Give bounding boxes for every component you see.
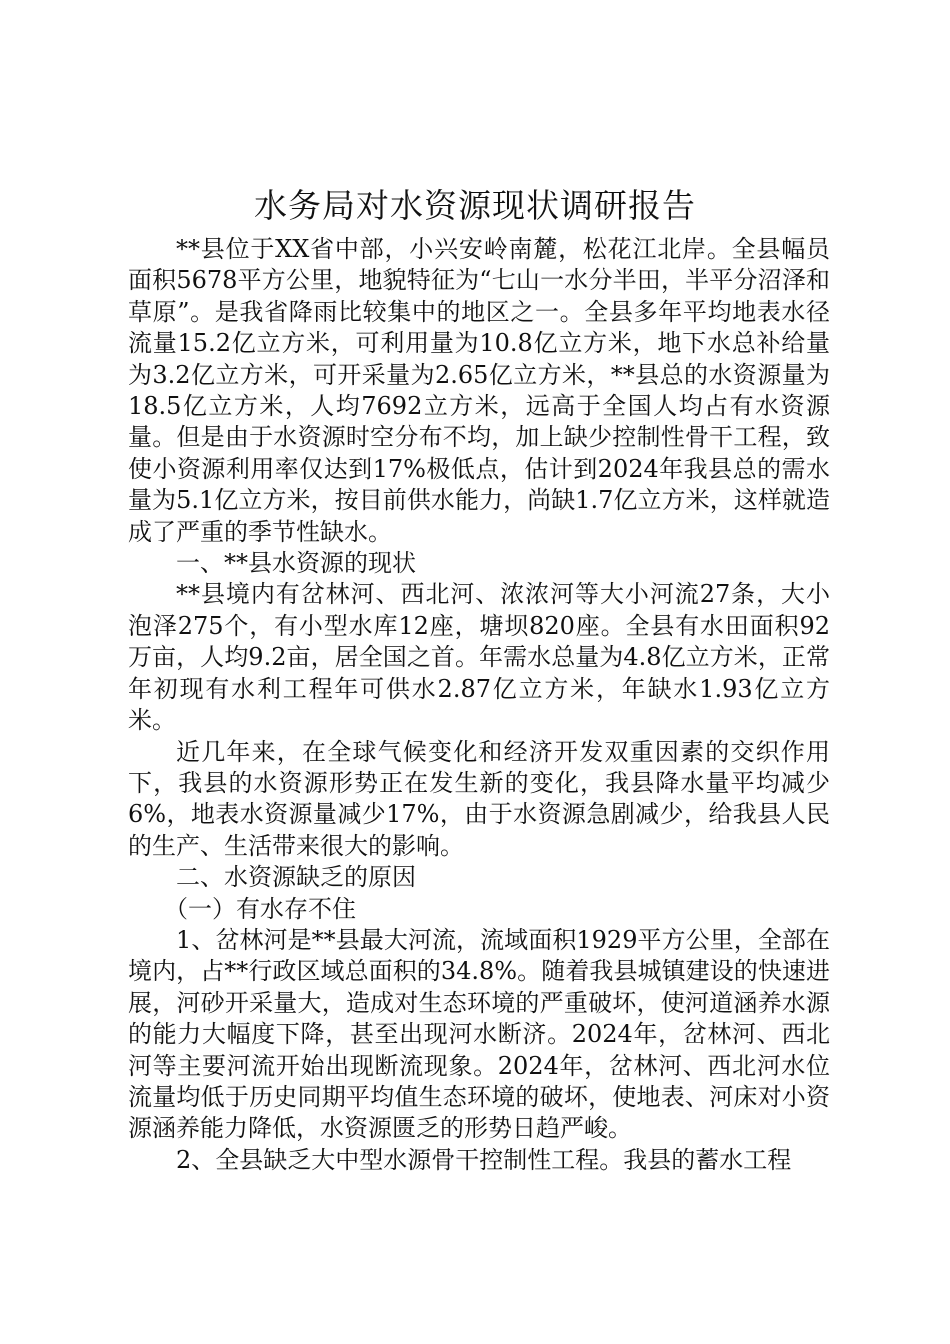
climate-paragraph: 近几年来，在全球气候变化和经济开发双重因素的交织作用下，我县的水资源形势正在发生新的变化，我县降水量平均减少6%，地表水资源量减少17%，由于水资源急剧减少，给我县人民的生产、生活带来很大的影响。 (128, 737, 830, 860)
section-heading-causes: 二、水资源缺乏的原因 (176, 863, 416, 892)
subsection-heading-storage: （一）有水存不住 (164, 894, 356, 923)
intro-paragraph: **县位于XX省中部，小兴安岭南麓，松花江北岸。全县幅员面积5678平方公里，地貌特征为“七山一水分半田，半平分沼泽和草原”。是我省降雨比较集中的地区之一。全县多年平均地表水径流量15.2亿立方米，可利用量为10.8亿立方米，地下水总补给量为3.2亿立方米，可开采量为2.65亿立方米，**县总的水资源量为18.5亿立方米，人均7692立方米，远高于全国人均占有水资源量。但是由于水资源时空分布不均，加上缺少控制性骨干工程，致使小资源利用率仅达到17%极低点，估计到2024年我县总的需水量为5.1亿立方米，按目前供水能力，尚缺1.7亿立方米，这样就造成了严重的季节性缺水。 (128, 235, 830, 546)
cause-2-paragraph: 2、全县缺乏大中型水源骨干控制性工程。我县的蓄水工程 (176, 1145, 792, 1174)
document-title: 水务局对水资源现状调研报告 (254, 186, 696, 225)
rivers-paragraph: **县境内有岔林河、西北河、浓浓河等大小河流27条，大小泡泽275个，有小型水库12座，塘坝820座。全县有水田面积92万亩，人均9.2亩，居全国之首。年需水总量为4.8亿立方米，正常年初现有水利工程年可供水2.87亿立方米，年缺水1.93亿立方米。 (128, 580, 830, 735)
cause-1-paragraph: 1、岔林河是**县最大河流，流域面积1929平方公里，全部在境内，占**行政区域总面积的34.8%。随着我县城镇建设的快速进展，河砂开采量大，造成对生态环境的严重破坏，使河道涵养水源的能力大幅度下降，甚至出现河水断济。2024年，岔林河、西北河等主要河流开始出现断流现象。2024年，岔林河、西北河水位流量均低于历史同期平均值生态环境的破坏，使地表、河床对小资源涵养能力降低，水资源匮乏的形势日趋严峻。 (128, 925, 830, 1143)
document-body (128, 234, 830, 1176)
section-heading-status: 一、**县水资源的现状 (176, 549, 416, 578)
